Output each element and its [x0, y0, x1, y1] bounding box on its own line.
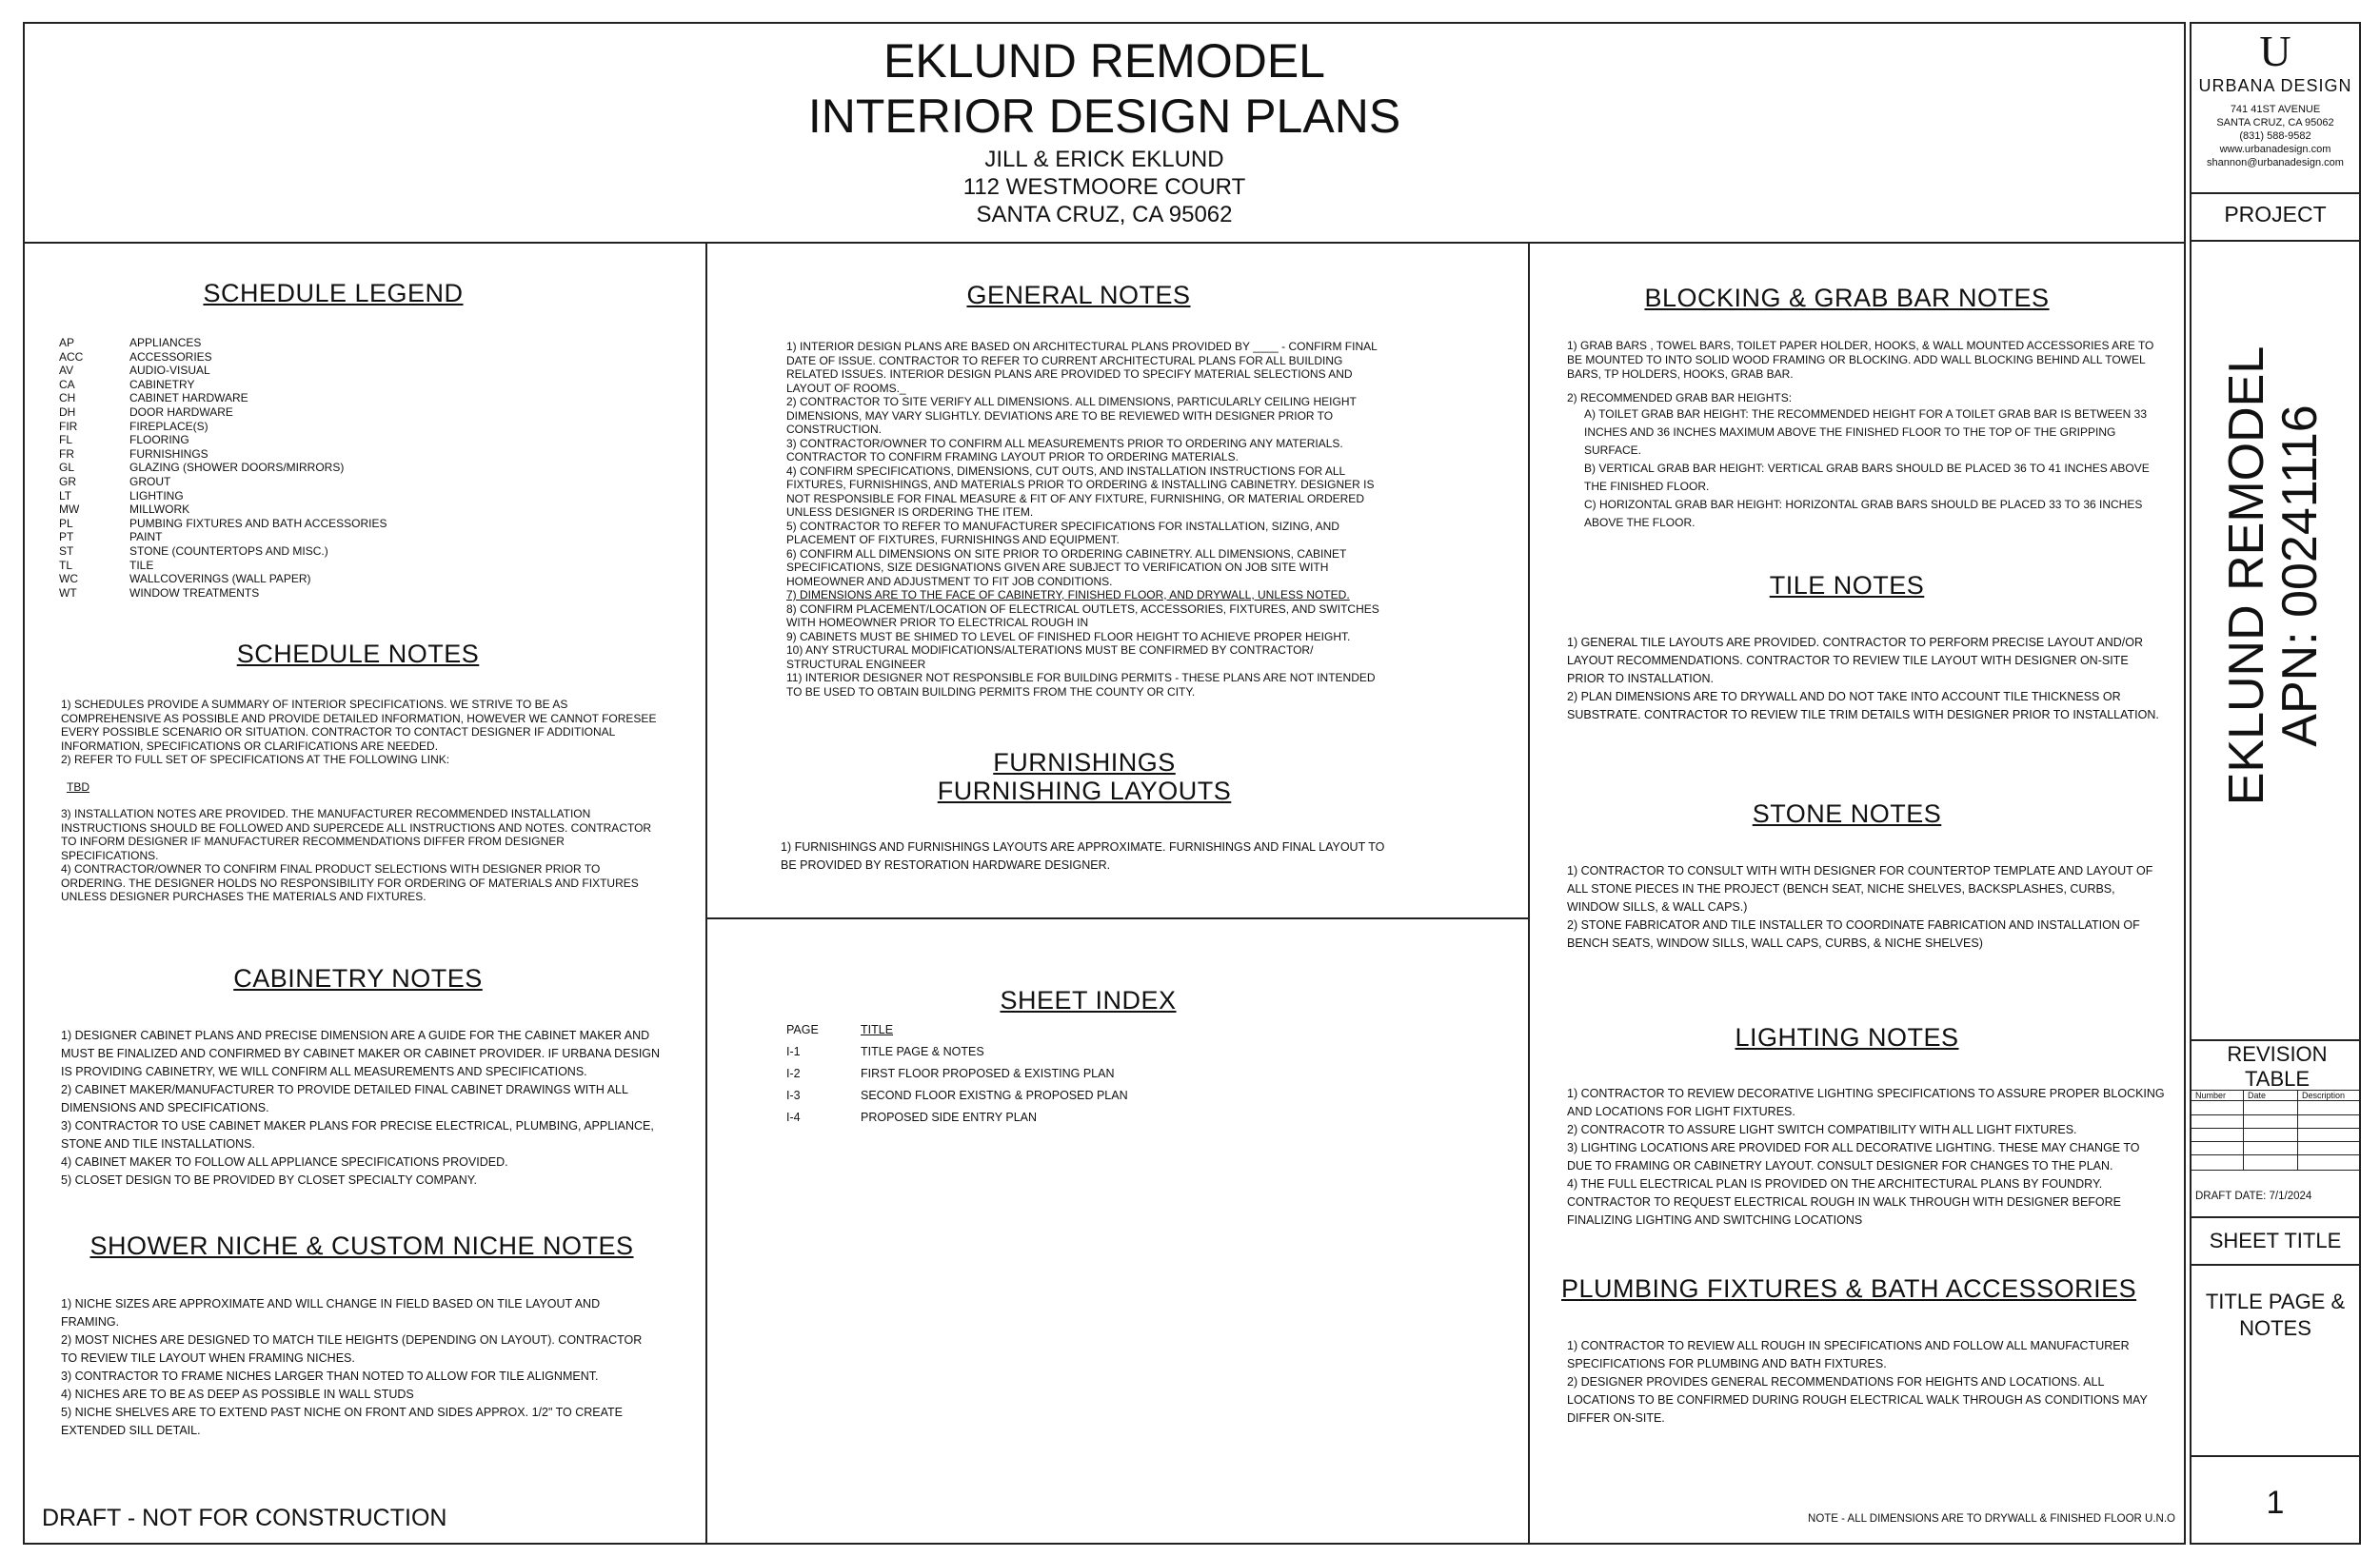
legend-code: TL	[59, 558, 73, 572]
legend-label: FLOORING	[129, 433, 189, 447]
legend-row	[59, 420, 630, 434]
revision-col-date: Date	[2244, 1091, 2298, 1100]
legend-code: CH	[59, 391, 76, 405]
schedule-note-3: 3) INSTALLATION NOTES ARE PROVIDED. THE MANUFACTURER RECOMMENDED INSTALLATION INSTRUCTIONS SHOULD BE FOLLOWED AND SUPERCEDE ALL INSTRUCTIONS AND NOTES. CONTRACTOR TO INFORM DESIGNER IF MANUFACTURER RECOMMENDATIONS DIFFER FROM DESIGNER SPECIFICATIONS.	[61, 807, 652, 862]
general-note-2: 2) CONTRACTOR TO SITE VERIFY ALL DIMENSIONS. ALL DIMENSIONS, PARTICULARLY CEILING HEIGHT DIMENSIONS, MAY VARY SLIGHTLY. DEVIATIONS ARE TO BE REVIEWED WITH DESIGNER PRIOR TO CONSTRUCTION.	[786, 395, 1357, 436]
legend-row	[59, 530, 630, 544]
tb-divider-3	[2190, 1039, 2361, 1041]
legend-row	[59, 475, 630, 489]
sheet-index-page: I-3	[786, 1089, 801, 1102]
general-note-10: 10) ANY STRUCTURAL MODIFICATIONS/ALTERATIONS MUST BE CONFIRMED BY CONTRACTOR/ STRUCTURAL ENGINEER	[786, 643, 1314, 671]
lighting-note-1: 1) CONTRACTOR TO REVIEW DECORATIVE LIGHTING SPECIFICATIONS TO ASSURE PROPER BLOCKING AND LOCATIONS FOR LIGHT FIXTURES.	[1567, 1087, 2165, 1118]
legend-row	[59, 336, 630, 350]
legend-code: DH	[59, 404, 76, 419]
project-header	[23, 33, 2186, 228]
general-note-3: 3) CONTRACTOR/OWNER TO CONFIRM ALL MEASUREMENTS PRIOR TO ORDERING ANY MATERIALS. CONTRACTOR TO CONFIRM FRAMING LAYOUT PRIOR TO ORDERING MATERIALS.	[786, 436, 1343, 463]
header-address-1: 112 WESTMOORE COURT	[962, 174, 1246, 200]
legend-row	[59, 378, 630, 392]
legend-code: PT	[59, 530, 74, 544]
niche-note-4: 4) NICHES ARE TO BE AS DEEP AS POSSIBLE IN WALL STUDS	[61, 1388, 414, 1401]
sheet-number: 1	[2266, 1485, 2285, 1521]
tile-note-1: 1) GENERAL TILE LAYOUTS ARE PROVIDED. CONTRACTOR TO PERFORM PRECISE LAYOUT AND/OR LAYOUT RECOMMENDATIONS. CONTRACTOR TO REVIEW TILE LAYOUT WITH DESIGNER ON-SITE PRIOR TO INSTALLATION.	[1567, 636, 2143, 685]
tb-divider-4	[2190, 1216, 2361, 1218]
firm-website[interactable]: www.urbanadesign.com	[2219, 144, 2331, 155]
header-client: JILL & ERICK EKLUND	[984, 147, 1224, 172]
legend-label: WINDOW TREATMENTS	[129, 585, 260, 600]
draft-date: DRAFT DATE: 7/1/2024	[2195, 1191, 2312, 1202]
legend-label: LIGHTING	[129, 488, 184, 503]
general-note-4: 4) CONFIRM SPECIFICATIONS, DIMENSIONS, CUT OUTS, AND INSTALLATION INSTRUCTIONS FOR ALL FIXTURES, FURNISHINGS, AND MATERIALS PRIOR TO ORDERING & INSTALLING CABINETRY. DESIGNER IS NOT RESPONSIBLE FOR FINAL MEASURE & FIT OF ANY FIXTURE, FURNISHING, OR MATERIAL ORDERED UNLESS DESIGNER IS ORDERING THE ITEM.	[786, 463, 1375, 519]
firm-phone: (831) 588-9582	[2239, 130, 2311, 142]
legend-label: GLAZING (SHOWER DOORS/MIRRORS)	[129, 461, 345, 475]
furnishings-body	[781, 838, 1399, 875]
lighting-notes-body	[1567, 1085, 2167, 1230]
firm-name: URBANA DESIGN	[2198, 76, 2352, 95]
legend-code: LT	[59, 488, 72, 503]
sheet-index-table	[786, 1019, 1262, 1129]
niche-notes-heading: SHOWER NICHE & CUSTOM NICHE NOTES	[89, 1232, 634, 1260]
legend-row	[59, 544, 630, 559]
furnishing-layouts-heading: FURNISHING LAYOUTS	[937, 777, 1232, 805]
sheet-index-row[interactable]	[786, 1085, 1262, 1107]
blocking-notes-body	[1567, 339, 2167, 532]
lighting-note-2: 2) CONTRACOTR TO ASSURE LIGHT SWITCH COMPATIBILITY WITH ALL LIGHT FIXTURES.	[1567, 1123, 2077, 1136]
legend-label: TILE	[129, 558, 154, 572]
revision-table	[2192, 1090, 2359, 1171]
legend-code: FR	[59, 446, 74, 461]
legend-code: CA	[59, 377, 75, 391]
revision-table-title: REVISION TABLE	[2227, 1042, 2328, 1091]
blocking-note-1: 1) GRAB BARS , TOWEL BARS, TOILET PAPER HOLDER, HOOKS, & WALL MOUNTED ACCESSORIES ARE TO BE MOUNTED TO INTO SOLID WOOD FRAMING OR BLOCKING. ADD WALL BLOCKING BEHIND ALL TOWEL BARS, TP HOLDERS, HOOKS, GRAB BAR.	[1567, 339, 2154, 381]
sheet-index-title: TITLE PAGE & NOTES	[861, 1045, 984, 1058]
firm-block	[2190, 29, 2361, 169]
general-note-11: 11) INTERIOR DESIGNER NOT RESPONSIBLE FOR BUILDING PERMITS - THESE PLANS ARE NOT INTENDED TO BE USED TO OBTAIN BUILDING PERMITS FROM THE COUNTY OR CITY.	[786, 671, 1376, 699]
legend-row	[59, 503, 630, 517]
legend-label: FURNISHINGS	[129, 446, 208, 461]
legend-label: DOOR HARDWARE	[129, 404, 233, 419]
legend-code: PL	[59, 516, 73, 530]
cabinetry-note-5: 5) CLOSET DESIGN TO BE PROVIDED BY CLOSET SPECIALTY COMPANY.	[61, 1173, 477, 1187]
legend-code: FIR	[59, 419, 78, 433]
tile-notes-heading: TILE NOTES	[1769, 571, 1925, 600]
legend-label: CABINETRY	[129, 377, 195, 391]
legend-label: STONE (COUNTERTOPS AND MISC.)	[129, 543, 328, 558]
tb-divider-5	[2190, 1264, 2361, 1266]
firm-address-2: SANTA CRUZ, CA 95062	[2216, 117, 2334, 128]
sheet-index-row[interactable]	[786, 1107, 1262, 1129]
tb-divider-1	[2190, 192, 2361, 194]
legend-code: ST	[59, 543, 74, 558]
col-divider-2	[1528, 242, 1530, 1545]
mid-divider	[705, 917, 1528, 919]
legend-code: WC	[59, 572, 78, 586]
header-title-1: EKLUND REMODEL	[883, 34, 1325, 88]
blocking-subnote-b: B) VERTICAL GRAB BAR HEIGHT: VERTICAL GRAB BARS SHOULD BE PLACED 36 TO 41 INCHES ABOVE THE FINISHED FLOOR.	[1584, 462, 2150, 493]
sheet-title-label: SHEET TITLE	[2209, 1229, 2342, 1252]
stone-note-2: 2) STONE FABRICATOR AND TILE INSTALLER TO COORDINATE FABRICATION AND INSTALLATION OF BENCH SEATS, WINDOW SILLS, WALL CAPS, CURBS, & NICHE SHELVES)	[1567, 918, 2140, 950]
niche-note-1: 1) NICHE SIZES ARE APPROXIMATE AND WILL CHANGE IN FIELD BASED ON TILE LAYOUT AND FRAMING.	[61, 1297, 601, 1329]
general-note-5: 5) CONTRACTOR TO REFER TO MANUFACTURER SPECIFICATIONS FOR INSTALLATION, SIZING, AND PLACEMENT OF FIXTURES, FURNISHINGS AND EQUIPMENT.	[786, 519, 1339, 546]
legend-row	[59, 461, 630, 475]
schedule-notes-link[interactable]: TBD	[67, 779, 89, 794]
project-vertical-apn: APN: 00241116	[2272, 404, 2328, 747]
general-note-8: 8) CONFIRM PLACEMENT/LOCATION OF ELECTRICAL OUTLETS, ACCESSORIES, FIXTURES, AND SWITCHES WITH HOMEOWNER PRIOR TO ELECTRICAL ROUGH IN	[786, 601, 1379, 629]
project-vertical-label	[2178, 338, 2369, 814]
legend-code: AP	[59, 336, 75, 349]
blocking-note-2: 2) RECOMMENDED GRAB BAR HEIGHTS:	[1567, 391, 1793, 404]
sheet-index-col-title: TITLE	[861, 1023, 894, 1036]
header-title-2: INTERIOR DESIGN PLANS	[807, 89, 1401, 143]
sheet-index-title: FIRST FLOOR PROPOSED & EXISTING PLAN	[861, 1067, 1115, 1080]
schedule-note-1: 1) SCHEDULES PROVIDE A SUMMARY OF INTERIOR SPECIFICATIONS. WE STRIVE TO BE AS COMPREHENSIVE AS POSSIBLE AND PROVIDE DETAILED INFORMATION, HOWEVER WE CANNOT FORESEE EVERY POSSIBLE SCENARIO OR SITUATION. CONTRACTOR TO CONTACT DESIGNER IF ADDITIONAL INFORMATION, SPECIFICATIONS OR CLARIFICATIONS ARE NEEDED.	[61, 698, 657, 753]
furnishings-heading: FURNISHINGS	[993, 748, 1176, 777]
schedule-note-4: 4) CONTRACTOR/OWNER TO CONFIRM FINAL PRODUCT SELECTIONS WITH DESIGNER PRIOR TO ORDERING. THE DESIGNER HOLDS NO RESPONSIBILITY FOR ORDERING OF MATERIALS AND FIXTURES UNLESS DESIGNER PURCHASES THE MATERIALS AND FIXTURES.	[61, 862, 639, 903]
general-note-9: 9) CABINETS MUST BE SHIMED TO LEVEL OF FINISHED FLOOR HEIGHT TO ACHIEVE PROPER HEIGHT.	[786, 629, 1351, 643]
legend-label: AUDIO-VISUAL	[129, 364, 210, 378]
cabinetry-note-3: 3) CONTRACTOR TO USE CABINET MAKER PLANS FOR PRECISE ELECTRICAL, PLUMBING, APPLIANCE, STONE AND TILE INSTALLATIONS.	[61, 1119, 654, 1151]
general-note-7: 7) DIMENSIONS ARE TO THE FACE OF CABINETRY, FINISHED FLOOR, AND DRYWALL, UNLESS NOTED.	[786, 588, 1350, 601]
sheet-index-col-page: PAGE	[786, 1023, 819, 1036]
legend-label: FIREPLACE(S)	[129, 419, 208, 433]
tb-divider-2	[2190, 240, 2361, 242]
firm-logo: U	[2259, 27, 2291, 75]
cabinetry-note-1: 1) DESIGNER CABINET PLANS AND PRECISE DIMENSION ARE A GUIDE FOR THE CABINET MAKER AND MUST BE FINALIZED AND CONFIRMED BY CABINET MAKER OR CABINET PROVIDER. IF URBANA DESIGN IS PROVIDING CABINETRY, WE WILL CONFIRM ALL MEASUREMENTS AND SPECIFICATIONS.	[61, 1029, 661, 1078]
tb-divider-6	[2190, 1455, 2361, 1457]
legend-row	[59, 433, 630, 447]
schedule-legend-heading: SCHEDULE LEGEND	[203, 279, 464, 307]
revision-col-description: Description	[2302, 1091, 2346, 1100]
general-notes-heading: GENERAL NOTES	[966, 281, 1191, 309]
sheet-index-heading: SHEET INDEX	[1000, 986, 1177, 1015]
niche-note-2: 2) MOST NICHES ARE DESIGNED TO MATCH TILE HEIGHTS (DEPENDING ON LAYOUT). CONTRACTOR TO REVIEW TILE LAYOUT WHEN FRAMING NICHES.	[61, 1333, 643, 1365]
legend-row	[59, 391, 630, 405]
tile-notes-body	[1567, 634, 2167, 724]
sheet-index-page: I-1	[786, 1045, 801, 1058]
legend-label: PUMBING FIXTURES AND BATH ACCESSORIES	[129, 516, 387, 530]
furnishings-note-1: 1) FURNISHINGS AND FURNISHINGS LAYOUTS ARE APPROXIMATE. FURNISHINGS AND FINAL LAYOUT TO BE PROVIDED BY RESTORATION HARDWARE DESIGNER.	[781, 840, 1385, 872]
legend-label: GROUT	[129, 474, 171, 488]
legend-code: MW	[59, 503, 80, 517]
sheet-index-row[interactable]	[786, 1063, 1262, 1085]
lighting-note-4: 4) THE FULL ELECTRICAL PLAN IS PROVIDED ON THE ARCHITECTURAL PLANS BY FOUNDRY. CONTRACTOR TO REQUEST ELECTRICAL ROUGH IN WALK THROUGH WITH DESIGNER BEFORE FINALIZING LIGHTING AND SWITCHING LOCATIONS	[1567, 1177, 2122, 1227]
legend-row	[59, 364, 630, 378]
header-divider	[23, 242, 2186, 244]
stone-notes-body	[1567, 862, 2167, 953]
firm-email[interactable]: shannon@urbanadesign.com	[2207, 157, 2344, 168]
plumbing-notes-heading: PLUMBING FIXTURES & BATH ACCESSORIES	[1561, 1274, 2137, 1303]
plumbing-note-2: 2) DESIGNER PROVIDES GENERAL RECOMMENDATIONS FOR HEIGHTS AND LOCATIONS. ALL LOCATIONS TO BE CONFIRMED DURING ROUGH ELECTRICAL WALK THROUGH AS CONDITIONS MAY DIFFER ON-SITE.	[1567, 1375, 2148, 1425]
tile-note-2: 2) PLAN DIMENSIONS ARE TO DRYWALL AND DO NOT TAKE INTO ACCOUNT TILE THICKNESS OR SUBSTRATE. CONTRACTOR TO REVIEW TILE TRIM DETAILS WITH DESIGNER PRIOR TO INSTALLATION.	[1567, 690, 2159, 721]
legend-row	[59, 572, 630, 586]
cabinetry-note-2: 2) CABINET MAKER/MANUFACTURER TO PROVIDE DETAILED FINAL CABINET DRAWINGS WITH ALL DIMENSIONS AND SPECIFICATIONS.	[61, 1083, 628, 1114]
plumbing-note-1: 1) CONTRACTOR TO REVIEW ALL ROUGH IN SPECIFICATIONS AND FOLLOW ALL MANUFACTURER SPECIFICATIONS FOR PLUMBING AND BATH FIXTURES.	[1567, 1339, 2130, 1370]
blocking-subnote-a: A) TOILET GRAB BAR HEIGHT: THE RECOMMENDED HEIGHT FOR A TOILET GRAB BAR IS BETWEEN 33 INCHES AND 36 INCHES MAXIMUM ABOVE THE FINISHED FLOOR TO THE TOP OF THE GRIPPING SURFACE.	[1584, 407, 2148, 457]
niche-notes-body	[61, 1295, 661, 1440]
firm-address-1: 741 41ST AVENUE	[2230, 104, 2321, 115]
legend-label: PAINT	[129, 530, 163, 544]
project-label: PROJECT	[2224, 202, 2327, 227]
sheet-title: TITLE PAGE & NOTES	[2205, 1290, 2346, 1340]
legend-code: GL	[59, 461, 75, 475]
sheet-index-header	[786, 1019, 1262, 1041]
legend-code: GR	[59, 474, 76, 488]
sheet-index-page: I-4	[786, 1111, 801, 1124]
legend-code: AV	[59, 364, 74, 378]
blocking-notes-heading: BLOCKING & GRAB BAR NOTES	[1644, 284, 2050, 312]
niche-note-5: 5) NICHE SHELVES ARE TO EXTEND PAST NICHE ON FRONT AND SIDES APPROX. 1/2" TO CREATE EXTENDED SILL DETAIL.	[61, 1406, 624, 1437]
cabinetry-notes-heading: CABINETRY NOTES	[233, 964, 483, 993]
stone-notes-heading: STONE NOTES	[1752, 799, 1942, 828]
schedule-legend-list	[59, 336, 630, 600]
general-note-6: 6) CONFIRM ALL DIMENSIONS ON SITE PRIOR TO ORDERING CABINETRY. ALL DIMENSIONS, CABINET SPECIFICATIONS, SIZE DESIGNATIONS GIVEN ARE SUBJECT TO VERIFICATION ON JOB SITE WITH HOMEOWNER AND ADJUSTMENT TO FIT JOB CONDITIONS.	[786, 546, 1347, 588]
cabinetry-note-4: 4) CABINET MAKER TO FOLLOW ALL APPLIANCE SPECIFICATIONS PROVIDED.	[61, 1155, 508, 1169]
revision-col-number: Number	[2192, 1091, 2244, 1100]
legend-row	[59, 489, 630, 503]
legend-row	[59, 559, 630, 573]
dimension-footnote: NOTE - ALL DIMENSIONS ARE TO DRYWALL & FINISHED FLOOR U.N.O	[1808, 1513, 2175, 1525]
legend-label: CABINET HARDWARE	[129, 391, 248, 405]
legend-row	[59, 405, 630, 420]
plumbing-notes-body	[1567, 1337, 2167, 1428]
stone-note-1: 1) CONTRACTOR TO CONSULT WITH WITH DESIGNER FOR COUNTERTOP TEMPLATE AND LAYOUT OF ALL STONE PIECES IN THE PROJECT (BENCH SEAT, NICHE SHELVES, BACKSPLASHES, CURBS, WINDOW SILLS, & WALL CAPS.)	[1567, 864, 2153, 914]
niche-note-3: 3) CONTRACTOR TO FRAME NICHES LARGER THAN NOTED TO ALLOW FOR TILE ALIGNMENT.	[61, 1370, 599, 1383]
legend-row	[59, 586, 630, 601]
legend-row	[59, 517, 630, 531]
schedule-notes-body	[61, 698, 661, 904]
legend-code: WT	[59, 585, 77, 600]
cabinetry-notes-body	[61, 1027, 661, 1190]
project-vertical-name: EKLUND REMODEL	[2219, 345, 2274, 806]
general-note-1: 1) INTERIOR DESIGN PLANS ARE BASED ON ARCHITECTURAL PLANS PROVIDED BY ____ - CONFIRM FINAL DATE OF ISSUE. CONTRACTOR TO REFER TO CURRENT ARCHITECTURAL PLANS FOR ALL BUILDING RELATED ISSUES. INTERIOR DESIGN PLANS ARE PROVIDED TO SPECIFY MATERIAL SELECTIONS AND LAYOUT OF ROOMS._	[786, 340, 1378, 395]
legend-label: WALLCOVERINGS (WALL PAPER)	[129, 572, 311, 586]
blocking-subnote-c: C) HORIZONTAL GRAB BAR HEIGHT: HORIZONTAL GRAB BARS SHOULD BE PLACED 33 TO 36 INCHES ABOVE THE FLOOR.	[1584, 498, 2143, 529]
legend-row	[59, 350, 630, 365]
sheet-index-title: SECOND FLOOR EXISTNG & PROPOSED PLAN	[861, 1089, 1128, 1102]
header-address-2: SANTA CRUZ, CA 95062	[976, 202, 1233, 227]
draft-stamp: DRAFT - NOT FOR CONSTRUCTION	[42, 1505, 447, 1531]
legend-code: ACC	[59, 349, 84, 364]
schedule-notes-heading: SCHEDULE NOTES	[236, 640, 480, 668]
sheet-index-title: PROPOSED SIDE ENTRY PLAN	[861, 1111, 1038, 1124]
legend-label: APPLIANCES	[129, 336, 202, 349]
general-notes-body	[786, 340, 1386, 699]
legend-row	[59, 447, 630, 462]
legend-label: MILLWORK	[129, 503, 190, 517]
sheet-index-row[interactable]	[786, 1041, 1262, 1063]
lighting-note-3: 3) LIGHTING LOCATIONS ARE PROVIDED FOR ALL DECORATIVE LIGHTING. THESE MAY CHANGE TO DUE TO FRAMING OR CABINETRY LAYOUT. CONSULT DESIGNER FOR CHANGES TO THE PLAN.	[1567, 1141, 2140, 1173]
lighting-notes-heading: LIGHTING NOTES	[1735, 1023, 1959, 1052]
sheet-index-page: I-2	[786, 1067, 801, 1080]
col-divider-1	[705, 242, 707, 1545]
legend-code: FL	[59, 433, 73, 447]
schedule-note-2: 2) REFER TO FULL SET OF SPECIFICATIONS AT THE FOLLOWING LINK:	[61, 753, 450, 766]
legend-label: ACCESSORIES	[129, 349, 212, 364]
